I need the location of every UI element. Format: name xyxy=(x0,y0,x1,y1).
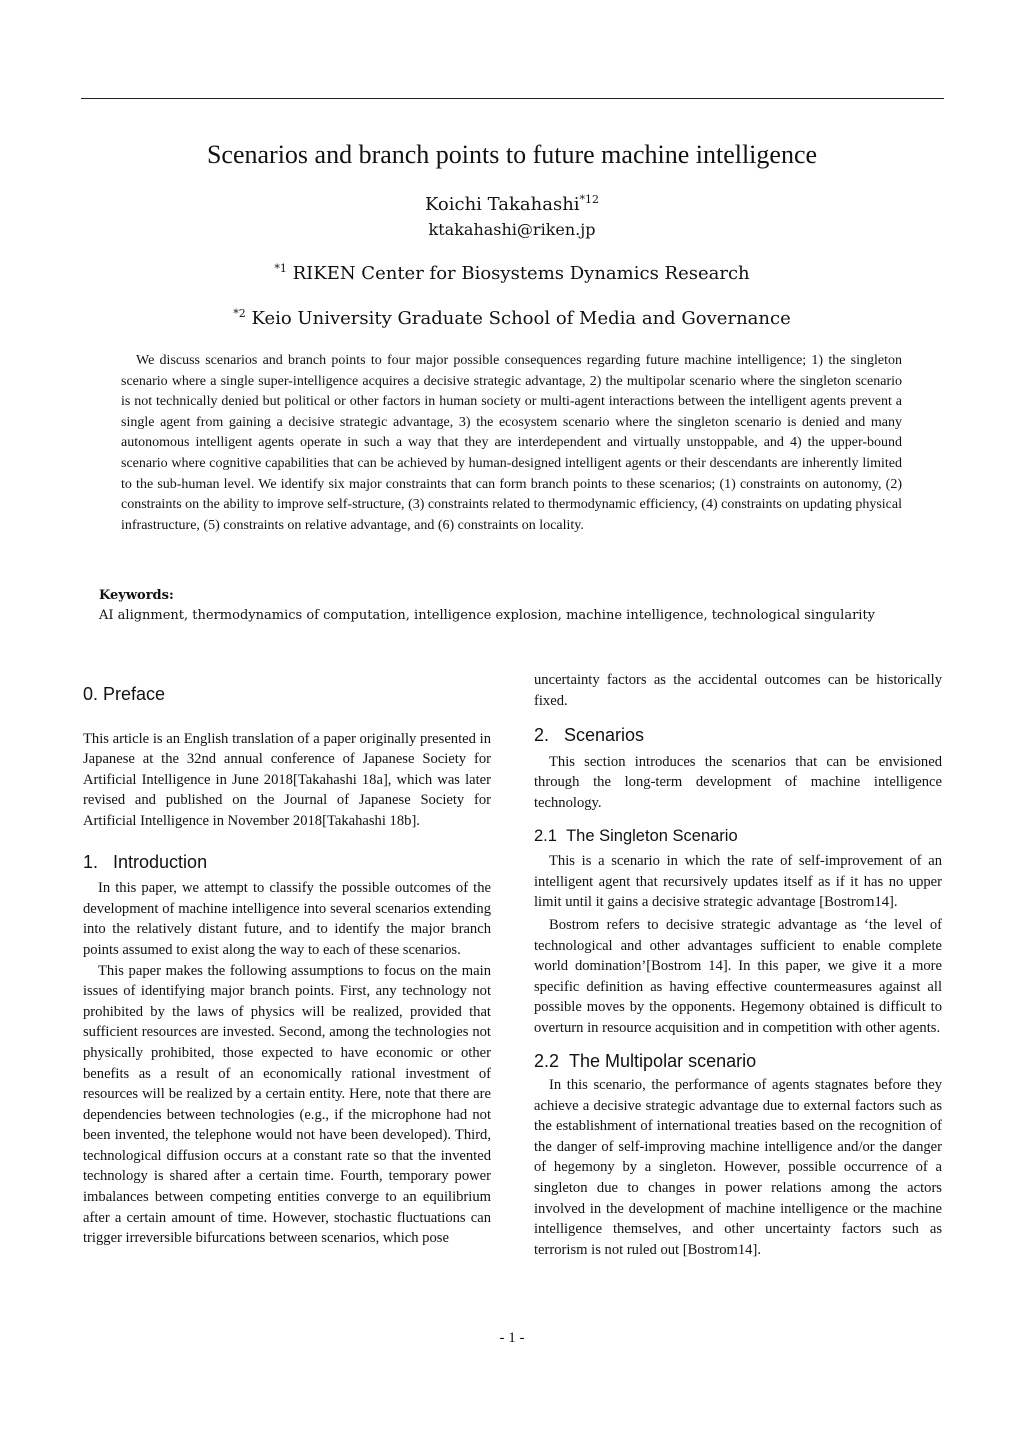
affiliation-1-mark: *1 xyxy=(274,262,287,275)
author-line xyxy=(0,193,1024,215)
affiliation-1-name: RIKEN Center for Biosystems Dynamics Research xyxy=(292,263,750,284)
preface-heading: 0. Preface xyxy=(83,684,166,704)
keywords-label: Keywords: xyxy=(99,588,174,603)
affiliation-1 xyxy=(0,262,1024,284)
left-column xyxy=(83,670,491,1249)
author-name: Koichi Takahashi xyxy=(424,194,580,215)
introduction-paragraph-1: In this paper, we attempt to classify the possible outcomes of the development of machine intelligence into several scenarios extending into the relatively distant future, and to identify the major branch points assumed to exist along the way to each of these scenarios. xyxy=(83,880,491,958)
preface-paragraph: This article is an English translation of a paper originally presented in Japanese at the 32nd annual conference of Japanese Society for Artificial Intelligence in June 2018[Takahashi 18a], which was later revised and published on the Journal of Japanese Society for Artificial Intelligence in November 2018[Takahashi 18b]. xyxy=(83,730,491,829)
author-email: ktakahashi@riken.jp xyxy=(428,220,596,239)
scenarios-heading: 2. Scenarios xyxy=(534,725,645,746)
singleton-paragraph-1: This is a scenario in which the rate of self-improvement of an intelligent agent that recursively updates itself as if it has no upper limit until it gains a decisive strategic advantage [Bostrom14]. xyxy=(534,853,942,911)
multipolar-heading: 2.2 The Multipolar scenario xyxy=(534,1050,757,1071)
introduction-heading: 1. Introduction xyxy=(83,851,208,872)
affiliation-2-mark: *2 xyxy=(233,307,246,320)
keywords-text: AI alignment, thermodynamics of computation, intelligence explosion, machine intelligence, technological singularity xyxy=(99,608,876,623)
author-marks: *12 xyxy=(579,193,600,206)
affiliation-2 xyxy=(0,307,1024,329)
affiliation-2-name: Keio University Graduate School of Media and Governance xyxy=(251,308,791,329)
abstract: We discuss scenarios and branch points to four major possible consequences regarding future machine intelligence; 1) the singleton scenario where a single super-intelligence acquires a decisive strategic advantage, 2) the multipolar scenario where the singleton scenario is not technically denied but political or other factors in human society or multi-agent interactions between the intelligent agents prevent a single agent from gaining a decisive strategic advantage, 3) the ecosystem scenario where the singleton scenario is denied and many autonomous intelligent agents operate in such a way that they are interdependent and virtually unstoppable, and 4) the upper-bound scenario where cognitive capabilities that can be achieved by human-designed intelligent agents or their descendants are inherently limited to the sub-human level. We identify six major constraints that can form branch points to these scenarios; (1) constraints on autonomy, (2) constraints on the ability to improve self-structure, (3) constraints related to thermodynamic efficiency, (4) constraints on updating physical infrastructure, (5) constraints on relative advantage, and (6) constraints on locality. xyxy=(121,353,902,533)
page-number: - 1 - xyxy=(499,1330,525,1346)
multipolar-paragraph: In this scenario, the performance of agents stagnates before they achieve a decisive strategic advantage due to external factors such as the establishment of international treaties based on the recognition of the danger of self-improving machine intelligence and/or the danger of hegemony by a singleton. However, possible occurrence of a singleton due to changes in power relations among the actors involved in the development of machine intelligence or the machine intelligence themselves, and other uncertainty factors such as terrorism is not ruled out [Bostrom14]. xyxy=(534,1077,942,1258)
introduction-paragraph-2: This paper makes the following assumptions to focus on the main issues of identifying major branch points. First, any technology not prohibited by the laws of physics will be realized, provided that sufficient resources are invested. Second, among the technologies not physically prohibited, those expected to have economic or other benefits as a result of an economically rational investment of resources will be realized by a certain entity. Here, note that there are dependencies between technologies (e.g., if the microphone had not been invented, the telephone would not have been developed). Third, technological diffusion occurs at a constant rate so that the invented technology is shared after a certain time. Fourth, temporary power imbalances between competing entities converge to an equilibrium after a certain amount of time. However, stochastic fluctuations can trigger irreversible bifurcations between scenarios, which pose xyxy=(83,962,491,1247)
paper-title: Scenarios and branch points to future machine intelligence xyxy=(206,140,818,169)
continued-paragraph: uncertainty factors as the accidental outcomes can be historically fixed. xyxy=(534,672,942,709)
right-column xyxy=(534,670,942,1260)
scenarios-paragraph: This section introduces the scenarios that can be envisioned through the long-term development of machine intelligence technology. xyxy=(534,753,942,811)
singleton-heading: 2.1 The Singleton Scenario xyxy=(534,826,738,845)
header-rule xyxy=(81,98,944,99)
singleton-paragraph-2: Bostrom refers to decisive strategic advantage as ‘the level of technological and other advantages sufficient to enable complete world domination’[Bostrom 14]. In this paper, we give it a more specific definition as having effective countermeasures against all possible moves by the opponents. Hegemony obtained is difficult to overturn in resource acquisition and in competition with other agents. xyxy=(534,916,942,1036)
